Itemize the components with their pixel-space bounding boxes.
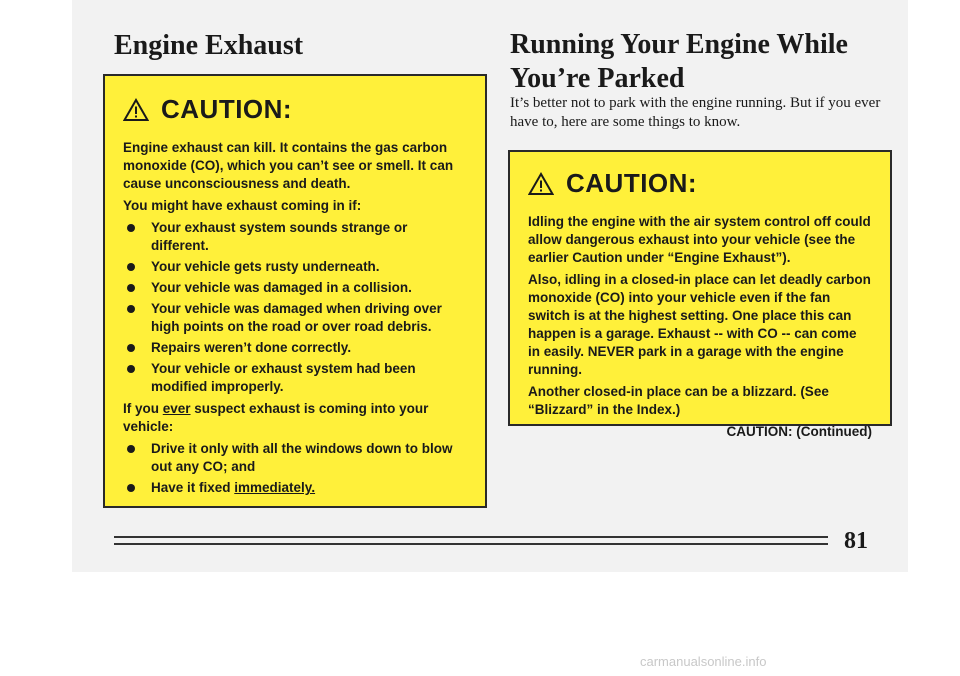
list-item: Your exhaust system sounds strange or different. <box>123 219 467 255</box>
section-heading-engine-exhaust: Engine Exhaust <box>114 30 304 61</box>
list-item: Your vehicle gets rusty underneath. <box>123 258 467 276</box>
bullet-icon <box>127 284 135 292</box>
caution-if-suspect: If you ever suspect exhaust is coming into your vehicle: <box>123 401 429 434</box>
section-heading-running-while-parked: Running Your Engine While You’re Parked <box>510 29 848 94</box>
caution-box-engine-exhaust <box>103 74 487 508</box>
body-paragraph: It’s better not to park with the engine running. But if you ever have to, here are some things to know. <box>510 95 881 130</box>
warning-triangle-icon <box>123 98 149 122</box>
bullet-icon <box>127 224 135 232</box>
page-number: 81 <box>844 528 868 554</box>
caution-title-text: CAUTION: <box>566 168 698 198</box>
bullet-icon <box>127 445 135 453</box>
list-item: Your vehicle or exhaust system had been modified improperly. <box>123 360 467 396</box>
caution-title <box>123 94 467 125</box>
caution-box-parked <box>508 150 892 439</box>
caution-lead: You might have exhaust coming in if: <box>123 198 362 213</box>
watermark: carmanualsonline.info <box>640 654 767 669</box>
caution-paragraph: Another closed-in place can be a blizzard. (See “Blizzard” in the Index.) <box>528 384 829 417</box>
warning-triangle-icon <box>528 172 554 196</box>
list-item: Drive it only with all the windows down to blow out any CO; and <box>123 440 467 476</box>
bullet-icon <box>127 365 135 373</box>
caution-intro: Engine exhaust can kill. It contains the gas carbon monoxide (CO), which you can’t see or smell. It can cause unconsciousness and death. <box>123 140 454 191</box>
list-item: Repairs weren’t done correctly. <box>123 339 467 357</box>
caution-continued-note: CAUTION: (Continued) <box>726 424 872 439</box>
caution-title <box>528 168 872 199</box>
footer-rule <box>114 536 828 538</box>
list-item: Have it fixed immediately. <box>123 479 467 497</box>
caution-paragraph: Also, idling in a closed-in place can let deadly carbon monoxide (CO) into your vehicle even if the fan switch is at the highest setting. One place this can happen is a garage. Exhaust -- with CO -- can come in easily. NEVER park in a garage with the engine running. <box>528 272 871 377</box>
footer-rule <box>114 543 828 545</box>
bullet-icon <box>127 305 135 313</box>
list-item: Your vehicle was damaged when driving over high points on the road or over road debris. <box>123 300 467 336</box>
action-list <box>123 440 467 497</box>
list-item: Your vehicle was damaged in a collision. <box>123 279 467 297</box>
bullet-icon <box>127 344 135 352</box>
bullet-icon <box>127 484 135 492</box>
caution-paragraph: Idling the engine with the air system control off could allow dangerous exhaust into your vehicle (see the earlier Caution under “Engine Exhaust”). <box>528 214 871 265</box>
symptom-list <box>123 219 467 396</box>
bullet-icon <box>127 263 135 271</box>
caution-title-text: CAUTION: <box>161 94 293 124</box>
